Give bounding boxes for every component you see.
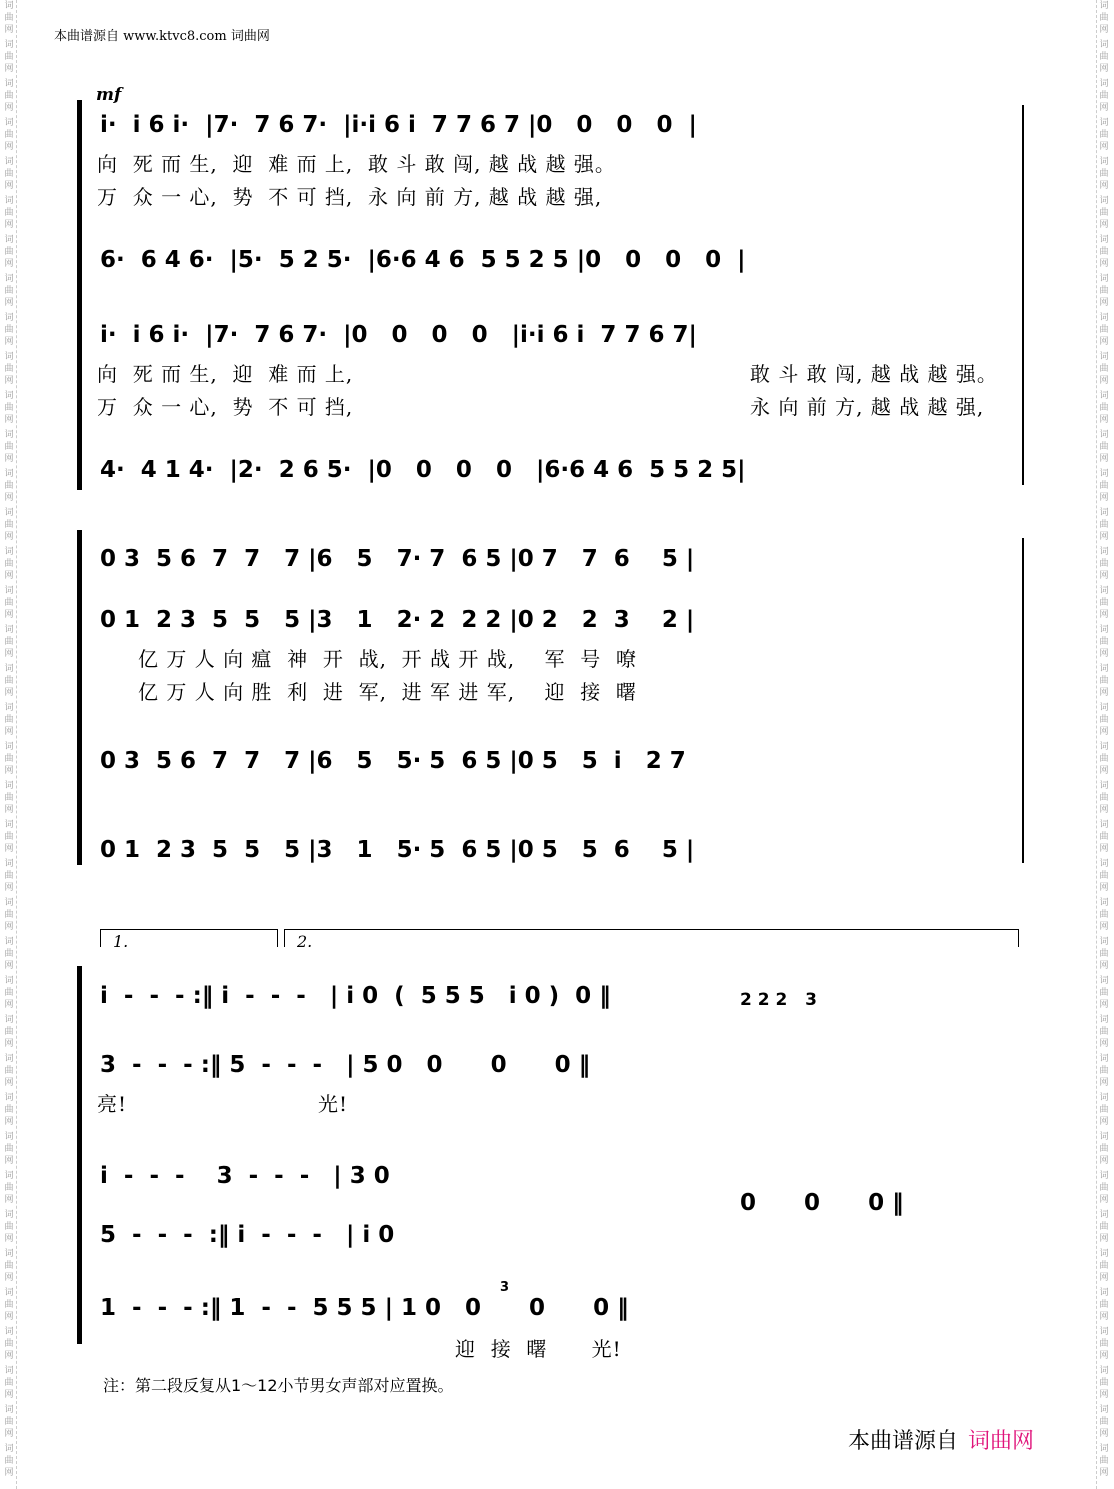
watermark-glyph-group: 词 曲 网 xyxy=(1099,508,1109,542)
watermark-glyph-group: 词 曲 网 xyxy=(1099,430,1109,464)
watermark-glyph-group: 词 曲 网 xyxy=(4,1054,14,1088)
system3-row-1-lower: 2 2 2 3 xyxy=(740,990,817,1010)
watermark-glyph-group: 词 曲 网 xyxy=(1099,1444,1109,1478)
watermark-glyph-group: 词 曲 网 xyxy=(4,625,14,659)
footer-source: 本曲谱源自 xyxy=(848,1429,959,1454)
watermark-glyph-group: 词 曲 网 xyxy=(1099,1171,1109,1205)
watermark-glyph-group: 词 曲 网 xyxy=(4,430,14,464)
system3-row-4: 5 - - - :‖ i - - - | i 0 xyxy=(100,1222,395,1248)
volta-2-bracket xyxy=(284,929,1019,930)
watermark-glyph-group: 词 曲 网 xyxy=(4,157,14,191)
watermark-glyph-group: 词 曲 网 xyxy=(1099,79,1109,113)
watermark-glyph-group: 词 曲 网 xyxy=(4,313,14,347)
watermark-glyph-group: 词 曲 网 xyxy=(4,469,14,503)
volta-1-left-tick xyxy=(100,929,101,947)
system1-row-4: 4· 4 1 4· |2· 2 6 5· |0 0 0 0 |6·6 4 6 5 5 2 5| xyxy=(100,457,746,483)
watermark-glyph-group: 词 曲 网 xyxy=(1099,196,1109,230)
volta-2-label: 2. xyxy=(297,932,313,951)
system2-row-1: 0 3 5 6 7 7 7 |6 5 7· 7 6 5 |0 7 7 6 5 | xyxy=(100,546,695,572)
watermark-glyph-group: 词 曲 网 xyxy=(4,391,14,425)
watermark-glyph-group: 词 曲 网 xyxy=(1099,352,1109,386)
system1-brace xyxy=(77,100,82,490)
watermark-glyph-group: 词 曲 网 xyxy=(4,703,14,737)
system3-brace xyxy=(77,966,82,1344)
watermark-glyph-group: 词 曲 网 xyxy=(4,664,14,698)
watermark-glyph-group: 词 曲 网 xyxy=(4,508,14,542)
system1-lyric-4a: 万 众 一 心, 势 不 可 挡, xyxy=(97,395,354,419)
watermark-glyph-group: 词 曲 网 xyxy=(4,976,14,1010)
system2-lyric-2: 亿 万 人 向 胜 利 进 军, 进 军 进 军, 迎 接 曙 xyxy=(138,680,637,704)
system1-row-3: i· i 6 i· |7· 7 6 7· |0 0 0 0 |i·i 6 i 7 7 6 7| xyxy=(100,322,697,348)
system3-row-2: 3 - - - :‖ 5 - - - | 5 0 0 0 0 ‖ xyxy=(100,1052,591,1078)
watermark-glyph-group: 词 曲 网 xyxy=(1099,547,1109,581)
watermark-glyph-group: 词 曲 网 xyxy=(1099,898,1109,932)
system2-lyric-1: 亿 万 人 向 瘟 神 开 战, 开 战 开 战, 军 号 嘹 xyxy=(138,647,637,671)
watermark-glyph-group: 词 曲 网 xyxy=(1099,1405,1109,1439)
watermark-glyph-group: 词 曲 网 xyxy=(1099,859,1109,893)
watermark-glyph-group: 词 曲 网 xyxy=(1099,781,1109,815)
watermark-glyph-group: 词 曲 网 xyxy=(1099,235,1109,269)
system2-end-bar xyxy=(1022,538,1024,863)
watermark-glyph-group: 词 曲 网 xyxy=(1099,1327,1109,1361)
watermark-glyph-group: 词 曲 网 xyxy=(1099,1,1109,35)
watermark-glyph-group: 词 曲 网 xyxy=(1099,1015,1109,1049)
dynamic-marking: mf xyxy=(96,85,122,105)
watermark-glyph-group: 词 曲 网 xyxy=(4,79,14,113)
right-watermark-strip xyxy=(1096,0,1111,1489)
page-footer xyxy=(848,1424,1034,1455)
watermark-glyph-group: 词 曲 网 xyxy=(1099,40,1109,74)
watermark-glyph-group: 词 曲 网 xyxy=(1099,469,1109,503)
watermark-glyph-group: 词 曲 网 xyxy=(4,40,14,74)
watermark-glyph-group: 词 曲 网 xyxy=(1099,820,1109,854)
watermark-glyph-group: 词 曲 网 xyxy=(1099,274,1109,308)
volta-2-right-tick xyxy=(1018,929,1019,947)
watermark-glyph-group: 词 曲 网 xyxy=(1099,313,1109,347)
system1-row-1: i· i 6 i· |7· 7 6 7· |i·i 6 i 7 7 6 7 |0 0 0 0 | xyxy=(100,112,697,138)
watermark-glyph-group: 词 曲 网 xyxy=(4,859,14,893)
volta-2-left-tick xyxy=(284,929,285,947)
watermark-glyph-group: 词 曲 网 xyxy=(1099,1132,1109,1166)
watermark-glyph-group: 词 曲 网 xyxy=(1099,625,1109,659)
system3-lyric-2: 迎 接 曙 光! xyxy=(455,1337,622,1361)
watermark-glyph-group: 词 曲 网 xyxy=(1099,664,1109,698)
watermark-glyph-group: 词 曲 网 xyxy=(1099,1210,1109,1244)
system1-row-2: 6· 6 4 6· |5· 5 2 5· |6·6 4 6 5 5 2 5 |0 0 0 0 | xyxy=(100,247,746,273)
watermark-glyph-group: 词 曲 网 xyxy=(4,1132,14,1166)
system1-lyric-3b: 敢 斗 敢 闯, 越 战 越 强。 xyxy=(750,362,998,386)
watermark-glyph-group: 词 曲 网 xyxy=(4,820,14,854)
header-source-prefix: 本曲谱源自 xyxy=(54,29,120,44)
triplet-mark: 3 xyxy=(500,1280,510,1295)
system1-lyric-1: 向 死 而 生, 迎 难 而 上, 敢 斗 敢 闯, 越 战 越 强。 xyxy=(97,152,616,176)
watermark-glyph-group: 词 曲 网 xyxy=(1099,1054,1109,1088)
watermark-glyph-group: 词 曲 网 xyxy=(1099,391,1109,425)
system3-row-1: i - - - :‖ i - - - | i 0 ( 5 5 5 i 0 ) 0 ‖ xyxy=(100,983,611,1009)
system2-row-3: 0 3 5 6 7 7 7 |6 5 5· 5 6 5 |0 5 5 i 2 7 xyxy=(100,748,686,774)
watermark-glyph-group: 词 曲 网 xyxy=(4,586,14,620)
watermark-glyph-group: 词 曲 网 xyxy=(4,742,14,776)
system3-row-3-rests: 0 0 0 ‖ xyxy=(740,1190,904,1216)
watermark-glyph-group: 词 曲 网 xyxy=(4,1,14,35)
watermark-glyph-group: 词 曲 网 xyxy=(4,1327,14,1361)
system1-lyric-2: 万 众 一 心, 势 不 可 挡, 永 向 前 方, 越 战 越 强, xyxy=(97,185,603,209)
system1-lyric-4b: 永 向 前 方, 越 战 越 强, xyxy=(750,395,985,419)
watermark-glyph-group: 词 曲 网 xyxy=(4,937,14,971)
watermark-glyph-group: 词 曲 网 xyxy=(4,1405,14,1439)
watermark-glyph-group: 词 曲 网 xyxy=(4,781,14,815)
system3-lyric-1b: 光! xyxy=(318,1092,349,1116)
system2-brace xyxy=(77,530,82,865)
left-watermark-strip xyxy=(2,0,17,1489)
watermark-glyph-group: 词 曲 网 xyxy=(4,235,14,269)
watermark-glyph-group: 词 曲 网 xyxy=(4,1015,14,1049)
footer-brand[interactable]: 词曲网 xyxy=(968,1429,1035,1454)
system2-row-4: 0 1 2 3 5 5 5 |3 1 5· 5 6 5 |0 5 5 6 5 | xyxy=(100,837,695,863)
watermark-glyph-group: 词 曲 网 xyxy=(1099,1249,1109,1283)
footnote: 注：第二段反复从1～12小节男女声部对应置换。 xyxy=(103,1376,454,1395)
system3-row-3: i - - - 3 - - - | 3 0 xyxy=(100,1163,390,1189)
volta-1-label: 1. xyxy=(113,932,129,951)
volta-1-right-tick xyxy=(277,929,278,947)
watermark-glyph-group: 词 曲 网 xyxy=(1099,118,1109,152)
watermark-glyph-group: 词 曲 网 xyxy=(1099,703,1109,737)
watermark-glyph-group: 词 曲 网 xyxy=(4,1366,14,1400)
header-site-name: 词曲网 xyxy=(230,29,270,44)
system2-row-2: 0 1 2 3 5 5 5 |3 1 2· 2 2 2 |0 2 2 3 2 | xyxy=(100,607,695,633)
watermark-glyph-group: 词 曲 网 xyxy=(1099,1093,1109,1127)
watermark-glyph-group: 词 曲 网 xyxy=(1099,937,1109,971)
watermark-glyph-group: 词 曲 网 xyxy=(1099,976,1109,1010)
watermark-glyph-group: 词 曲 网 xyxy=(4,1444,14,1478)
watermark-glyph-group: 词 曲 网 xyxy=(1099,1288,1109,1322)
header-site-url[interactable]: www.ktvc8.com xyxy=(123,29,227,44)
watermark-glyph-group: 词 曲 网 xyxy=(4,1093,14,1127)
watermark-glyph-group: 词 曲 网 xyxy=(1099,586,1109,620)
watermark-glyph-group: 词 曲 网 xyxy=(4,547,14,581)
watermark-glyph-group: 词 曲 网 xyxy=(4,274,14,308)
system3-lyric-1a: 亮! xyxy=(97,1092,128,1116)
watermark-glyph-group: 词 曲 网 xyxy=(4,118,14,152)
watermark-glyph-group: 词 曲 网 xyxy=(1099,157,1109,191)
watermark-glyph-group: 词 曲 网 xyxy=(1099,742,1109,776)
watermark-glyph-group: 词 曲 网 xyxy=(4,1288,14,1322)
watermark-glyph-group: 词 曲 网 xyxy=(1099,1366,1109,1400)
system1-end-bar xyxy=(1022,105,1024,485)
page-header xyxy=(54,25,270,44)
watermark-glyph-group: 词 曲 网 xyxy=(4,352,14,386)
watermark-glyph-group: 词 曲 网 xyxy=(4,898,14,932)
watermark-glyph-group: 词 曲 网 xyxy=(4,1210,14,1244)
system1-lyric-3a: 向 死 而 生, 迎 难 而 上, xyxy=(97,362,354,386)
watermark-glyph-group: 词 曲 网 xyxy=(4,1171,14,1205)
watermark-glyph-group: 词 曲 网 xyxy=(4,196,14,230)
watermark-glyph-group: 词 曲 网 xyxy=(4,1249,14,1283)
system3-row-5: 1 - - - :‖ 1 - - 5 5 5 | 1 0 0 0 0 ‖ xyxy=(100,1295,629,1321)
